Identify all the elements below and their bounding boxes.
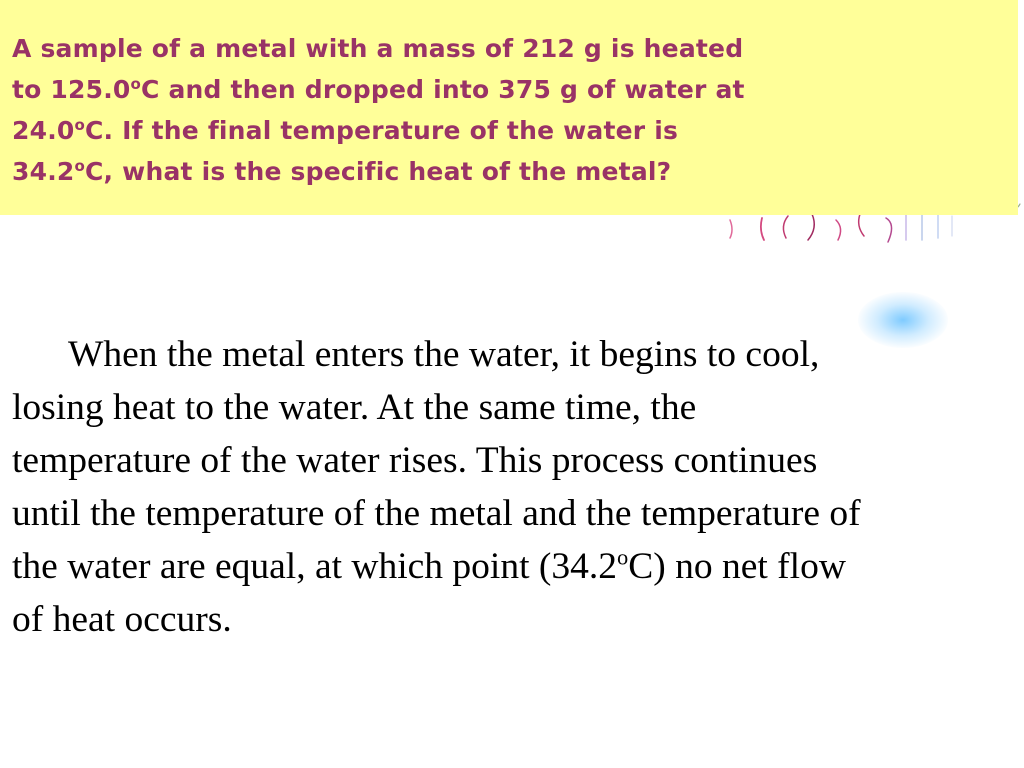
explanation-paragraph bbox=[12, 328, 1017, 646]
question-text bbox=[12, 28, 1002, 192]
explanation-line-4: until the temperature of the metal and the temperature of bbox=[12, 493, 861, 534]
degree-mark: o bbox=[616, 544, 629, 570]
question-line-2: to 125.0$^o$C and then dropped into 375 g of water at bbox=[12, 75, 745, 104]
degree-mark: o bbox=[74, 157, 85, 175]
explanation-line-1: When the metal enters the water, it begins to cool, bbox=[68, 334, 820, 375]
explanation-line-6: of heat occurs. bbox=[12, 599, 232, 640]
explanation-line-2: losing heat to the water. At the same time, the bbox=[12, 387, 697, 428]
degree-mark: o bbox=[74, 116, 85, 134]
question-line-3: 24.0$^o$C. If the final temperature of the water is bbox=[12, 116, 679, 145]
question-line-4: 34.2$^o$C, what is the specific heat of the metal? bbox=[12, 157, 672, 186]
degree-mark: o bbox=[130, 75, 142, 93]
explanation-line-5: the water are equal, at which point (34.2$^o$C) no net flow bbox=[12, 544, 846, 587]
question-line-1: A sample of a metal with a mass of 212 g is heated bbox=[12, 34, 744, 63]
question-box bbox=[0, 0, 1018, 215]
explanation-line-3: temperature of the water rises. This process continues bbox=[12, 440, 818, 481]
